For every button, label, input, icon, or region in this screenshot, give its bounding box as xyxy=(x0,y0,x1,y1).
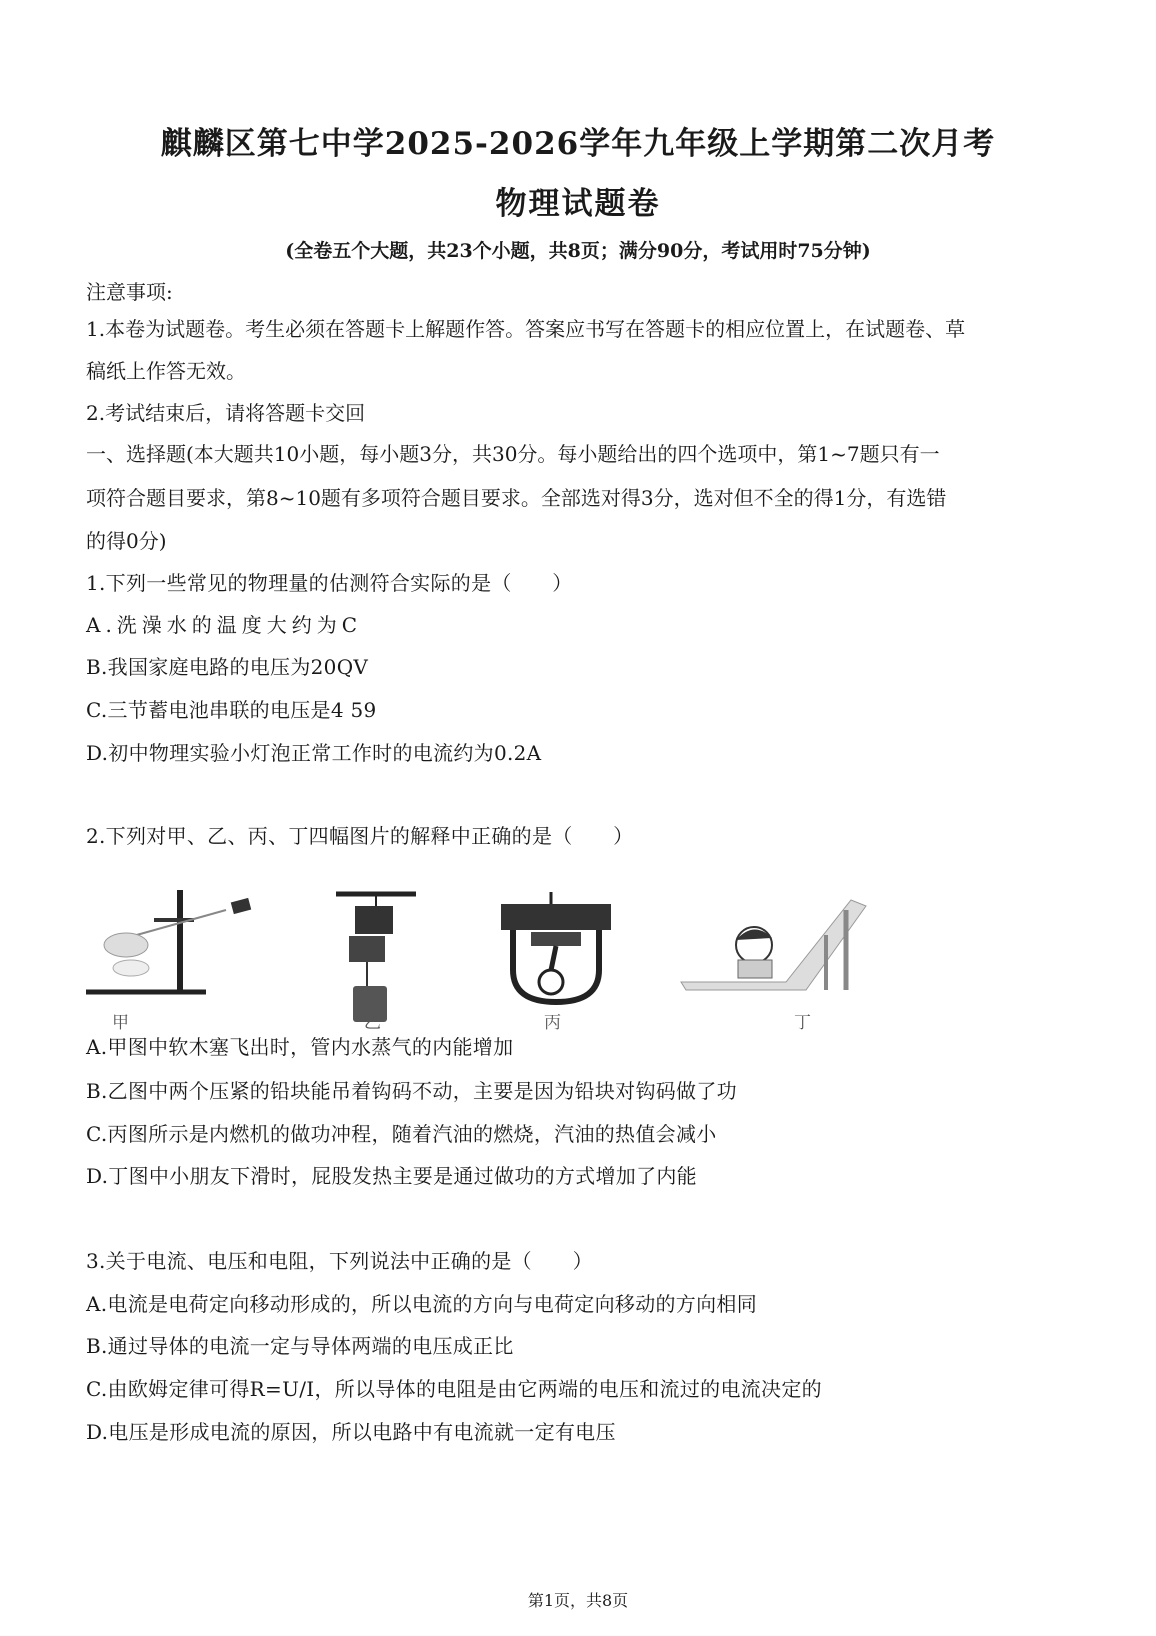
section-instructions-cont: 项符合题目要求，第8~10题有多项符合题目要求。全部选对得3分，选对但不全的得1分，有选错 xyxy=(86,486,947,510)
figure-ding-slide xyxy=(676,890,886,1008)
page-footer: 第1页，共8页 xyxy=(527,1591,629,1610)
figure-label-ding: 丁 xyxy=(794,1013,811,1033)
notice-item-2: 2.考试结束后，请将答题卡交回 xyxy=(86,401,366,425)
question-2-figures xyxy=(86,890,946,1040)
figure-label-jia: 甲 xyxy=(112,1013,129,1033)
question-2-option-a: A.甲图中软木塞飞出时，管内水蒸气的内能增加 xyxy=(86,1035,514,1059)
figure-bing-engine xyxy=(491,890,621,1008)
notice-heading: 注意事项: xyxy=(86,280,173,304)
figure-jia-steam-cork xyxy=(86,890,266,1005)
question-3-option-b: B.通过导体的电流一定与导体两端的电压成正比 xyxy=(86,1334,514,1358)
figure-label-yi: 乙 xyxy=(364,1013,381,1033)
question-1-option-c: C.三节蓄电池串联的电压是4 59 xyxy=(86,698,377,722)
question-1-option-d: D.初中物理实验小灯泡正常工作时的电流约为0.2A xyxy=(86,741,542,765)
exam-title: 麒麟区第七中学2025-2026学年九年级上学期第二次月考 xyxy=(160,126,996,162)
notice-item-1: 1.本卷为试题卷。考生必须在答题卡上解题作答。答案应书写在答题卡的相应位置上，在试题卷、草 xyxy=(86,317,966,341)
figure-yi-lead-blocks xyxy=(331,890,421,1025)
section-instructions: 一、选择题(本大题共10小题，每小题3分，共30分。每小题给出的四个选项中，第1~7题只有一 xyxy=(86,442,940,466)
question-2-option-c: C.丙图所示是内燃机的做功冲程，随着汽油的燃烧，汽油的热值会减小 xyxy=(86,1122,717,1146)
question-3-option-d: D.电压是形成电流的原因，所以电路中有电流就一定有电压 xyxy=(86,1420,616,1444)
question-2-stem: 2.下列对甲、乙、丙、丁四幅图片的解释中正确的是（ ） xyxy=(86,824,634,848)
notice-item-1-cont: 稿纸上作答无效。 xyxy=(86,359,246,383)
question-1-option-b: B.我国家庭电路的电压为20QV xyxy=(86,655,369,679)
exam-info: (全卷五个大题，共23个小题，共8页；满分90分，考试用时75分钟) xyxy=(285,240,871,262)
question-3-option-a: A.电流是电荷定向移动形成的，所以电流的方向与电荷定向移动的方向相同 xyxy=(86,1292,757,1316)
question-1-option-a: A.洗澡水的温度大约为C xyxy=(86,613,363,637)
question-3-stem: 3.关于电流、电压和电阻，下列说法中正确的是（ ） xyxy=(86,1249,593,1273)
question-2-option-b: B.乙图中两个压紧的铅块能吊着钩码不动，主要是因为铅块对钩码做了功 xyxy=(86,1079,737,1103)
question-1-stem: 1.下列一些常见的物理量的估测符合实际的是（ ） xyxy=(86,571,573,595)
section-instructions-end: 的得0分) xyxy=(86,529,167,553)
question-3-option-c: C.由欧姆定律可得R=U/I，所以导体的电阻是由它两端的电压和流过的电流决定的 xyxy=(86,1377,822,1401)
question-2-option-d: D.丁图中小朋友下滑时，屁股发热主要是通过做功的方式增加了内能 xyxy=(86,1164,697,1188)
figure-label-bing: 丙 xyxy=(544,1013,561,1033)
exam-subtitle: 物理试题卷 xyxy=(495,186,661,222)
